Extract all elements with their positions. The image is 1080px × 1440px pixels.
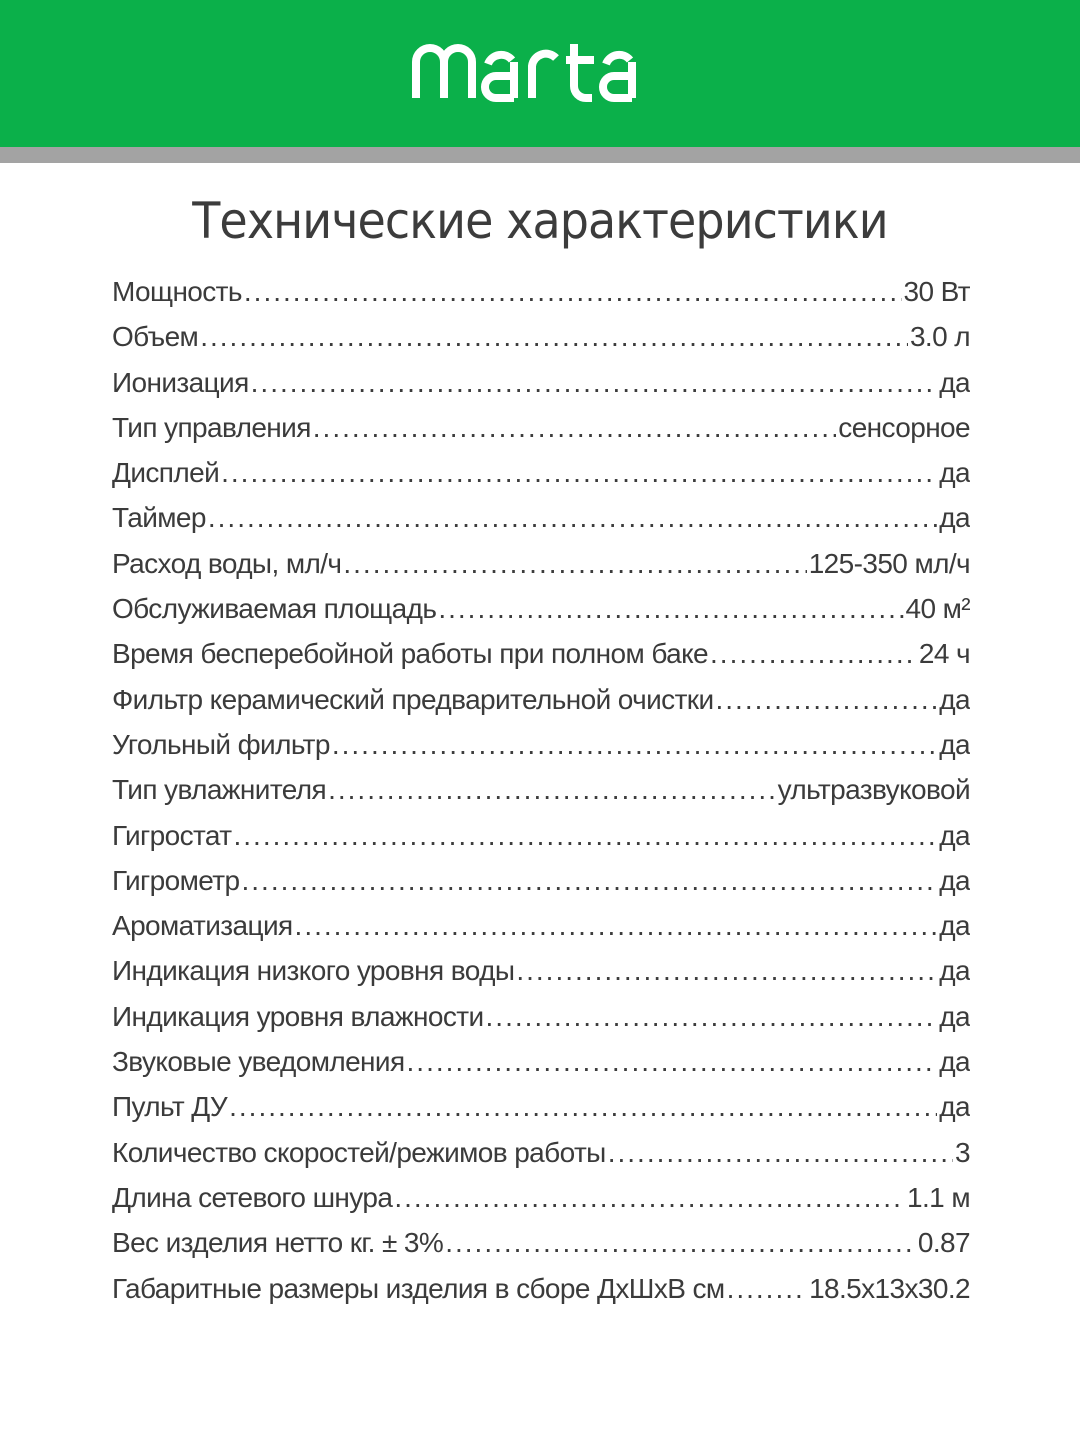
spec-row: [112, 1227, 970, 1272]
dot-leader: [295, 910, 938, 942]
spec-label: Дисплей: [112, 457, 220, 489]
spec-label: Время бесперебойной работы при полном баке: [112, 638, 709, 670]
spec-value: да: [939, 366, 970, 398]
dot-leader: [394, 1182, 905, 1214]
spec-row: [112, 955, 970, 1000]
dot-leader: [710, 638, 917, 670]
spec-value: 125-350 мл/ч: [808, 547, 970, 579]
spec-value: сенсорное: [838, 411, 970, 443]
spec-label: Тип увлажнителя: [112, 774, 327, 806]
spec-row: [112, 774, 970, 819]
spec-label: Мощность: [112, 276, 242, 307]
spec-list: [112, 276, 970, 1318]
spec-row: [112, 457, 970, 502]
spec-value: да: [939, 728, 970, 760]
spec-value: да: [939, 1046, 970, 1078]
dot-leader: [486, 1001, 938, 1033]
spec-label: Объем: [112, 321, 199, 353]
dot-leader: [241, 865, 937, 897]
spec-row: [112, 321, 970, 366]
spec-value: да: [939, 457, 970, 489]
spec-label: Таймер: [112, 502, 206, 534]
dot-leader: [221, 457, 937, 489]
spec-label: Гигростат: [112, 819, 232, 851]
spec-row: [112, 1046, 970, 1091]
marta-logo-icon: [410, 26, 670, 106]
spec-label: Расход воды, мл/ч: [112, 547, 342, 579]
spec-value: 3: [955, 1136, 970, 1168]
spec-value: 0.87: [917, 1227, 970, 1259]
spec-label: Пульт ДУ: [112, 1091, 228, 1123]
dot-leader: [716, 684, 938, 716]
dot-leader: [251, 367, 938, 399]
spec-value: да: [939, 502, 970, 534]
dot-leader: [445, 1227, 916, 1259]
dot-leader: [233, 820, 937, 852]
spec-label: Звуковые уведомления: [112, 1046, 405, 1078]
spec-label: Индикация уровня влажности: [112, 1000, 484, 1032]
spec-row: [112, 1091, 970, 1136]
spec-row: [112, 593, 970, 638]
spec-value: 30 Вт: [903, 276, 970, 307]
dot-leader: [516, 955, 937, 987]
spec-value: 1.1 м: [907, 1181, 970, 1213]
dot-leader: [313, 412, 837, 444]
header-stripe: [0, 147, 1080, 163]
spec-label: Длина сетевого шнура: [112, 1181, 393, 1213]
spec-value: 18.5x13x30.2: [809, 1272, 970, 1304]
spec-row: [112, 1137, 970, 1182]
spec-label: Габаритные размеры изделия в сборе ДхШхВ см: [112, 1272, 725, 1304]
dot-leader: [332, 729, 937, 761]
spec-label: Вес изделия нетто кг. ± 3%: [112, 1227, 444, 1259]
spec-value: 3.0 л: [909, 321, 970, 353]
spec-row: [112, 548, 970, 593]
spec-label: Гигрометр: [112, 864, 240, 896]
spec-label: Ароматизация: [112, 910, 293, 942]
spec-row: [112, 729, 970, 774]
dot-leader: [244, 276, 902, 308]
spec-value: ультразвуковой: [777, 774, 970, 806]
dot-leader: [727, 1273, 808, 1305]
spec-label: Обслуживаемая площадь: [112, 593, 437, 625]
dot-leader: [407, 1046, 938, 1078]
dot-leader: [438, 593, 903, 625]
page-title: Технические характеристики: [192, 192, 888, 250]
spec-row: [112, 412, 970, 457]
spec-row: [112, 367, 970, 412]
dot-leader: [328, 774, 776, 806]
spec-label: Фильтр керамический предварительной очистки: [112, 683, 714, 715]
spec-row: [112, 638, 970, 683]
dot-leader: [200, 321, 908, 353]
spec-row: [112, 820, 970, 865]
marta-logo: [0, 26, 1080, 116]
dot-leader: [229, 1091, 937, 1123]
spec-row: [112, 910, 970, 955]
spec-row: [112, 502, 970, 547]
spec-row: [112, 1001, 970, 1046]
spec-label: Индикация низкого уровня воды: [112, 955, 515, 987]
spec-value: да: [939, 1091, 970, 1123]
spec-value: да: [939, 819, 970, 851]
spec-row: [112, 684, 970, 729]
spec-value: да: [939, 683, 970, 715]
dot-leader: [343, 548, 806, 580]
spec-value: да: [939, 910, 970, 942]
spec-row: [112, 1273, 970, 1318]
spec-value: 24 ч: [918, 638, 970, 670]
spec-value: да: [939, 955, 970, 987]
spec-label: Угольный фильтр: [112, 728, 330, 760]
dot-leader: [208, 502, 937, 534]
dot-leader: [608, 1137, 953, 1169]
spec-label: Количество скоростей/режимов работы: [112, 1136, 606, 1168]
spec-value: да: [939, 1000, 970, 1032]
spec-label: Тип управления: [112, 411, 311, 443]
spec-row: [112, 865, 970, 910]
spec-row: [112, 1182, 970, 1227]
spec-label: Ионизация: [112, 366, 249, 398]
spec-value: 40 м²: [905, 593, 970, 625]
spec-row: [112, 276, 970, 321]
spec-value: да: [939, 864, 970, 896]
